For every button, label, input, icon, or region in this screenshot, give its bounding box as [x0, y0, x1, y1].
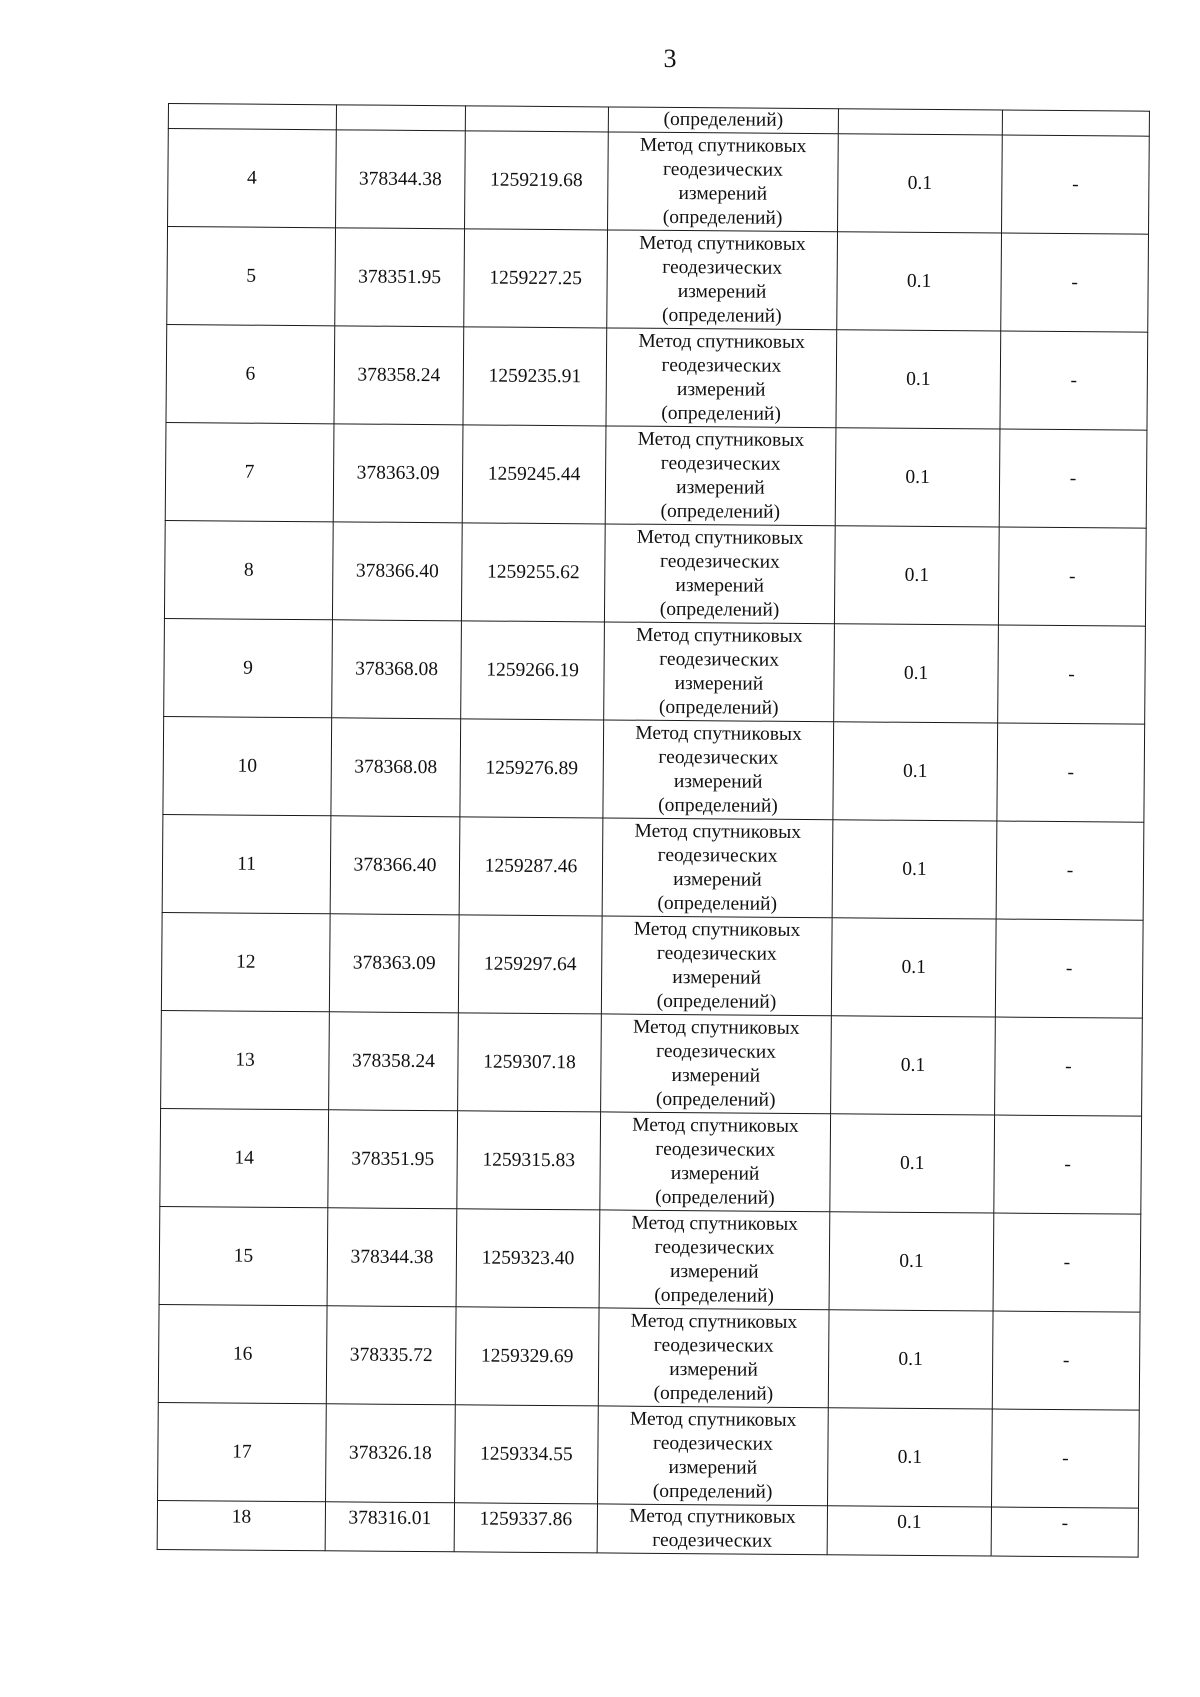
cell-y [455, 1405, 599, 1504]
cell-y-text: 1259245.44 [487, 463, 581, 485]
cell-accuracy [838, 134, 1003, 233]
table-row [162, 814, 1144, 920]
cell-num [164, 520, 333, 619]
cell-num [158, 1402, 327, 1501]
cell-note [994, 1115, 1142, 1214]
cell-x [332, 522, 462, 621]
cell-accuracy [837, 232, 1002, 331]
cell-method [598, 1308, 829, 1408]
cell-num [161, 912, 330, 1011]
cell-method-text: Метод спутниковых геодезических измерений (определений) [635, 722, 802, 817]
cell-num [168, 129, 337, 228]
table-row [167, 227, 1149, 333]
cell-num-text: 8 [243, 559, 254, 581]
cell-num [160, 1108, 329, 1207]
cell-note [1000, 331, 1148, 430]
table-row [158, 1402, 1140, 1508]
cell-method [604, 524, 835, 624]
cell-y [461, 621, 605, 720]
cell-note [995, 1017, 1143, 1116]
cell-method-text: Метод спутниковых геодезических измерений (определений) [632, 1016, 800, 1111]
cell-method [599, 1210, 830, 1310]
cell-method-text: Метод спутниковых геодезических измерений (определений) [630, 1310, 798, 1405]
cell-num [168, 104, 336, 130]
cell-accuracy [830, 1114, 995, 1213]
cell-y [464, 229, 608, 328]
table-row [159, 1206, 1141, 1312]
cell-num-text: 7 [244, 461, 255, 483]
cell-x-text: 378368.08 [354, 755, 438, 778]
cell-y-text: 1259329.69 [480, 1344, 574, 1367]
cell-num-text: 4 [246, 167, 257, 189]
cell-note [999, 429, 1147, 528]
cell-y [456, 1209, 600, 1308]
cell-y [461, 523, 605, 622]
cell-y-text: 1259315.83 [482, 1149, 576, 1171]
cell-note-text: - [1062, 1349, 1070, 1371]
cell-method [605, 426, 836, 526]
cell-y-text: 1259334.55 [480, 1442, 573, 1465]
cell-y-text: 1259307.18 [483, 1051, 576, 1073]
cell-note [992, 1311, 1140, 1410]
cell-x-text: 378316.01 [348, 1507, 432, 1530]
cell-accuracy [835, 428, 1000, 527]
cell-method [601, 916, 832, 1016]
cell-x-text: 378368.08 [355, 657, 439, 680]
cell-note-text: - [1069, 467, 1077, 489]
cell-accuracy [832, 820, 997, 919]
cell-num [165, 422, 334, 521]
cell-accuracy [827, 1506, 991, 1556]
cell-num [161, 1010, 330, 1109]
table-body [157, 104, 1149, 1558]
cell-x [325, 1502, 454, 1552]
cell-y-text: 1259297.64 [483, 953, 577, 975]
cell-accuracy-text: 0.1 [903, 662, 929, 684]
cell-num [164, 618, 333, 717]
cell-num-text: 14 [234, 1147, 255, 1169]
cell-x [326, 1404, 456, 1503]
cell-x-text: 378358.24 [351, 1049, 436, 1072]
cell-method-text: Метод спутниковых геодезических измерений (определений) [639, 134, 807, 229]
cell-x [330, 816, 460, 915]
cell-accuracy-text: 0.1 [904, 564, 930, 586]
table-row [161, 912, 1143, 1018]
cell-method [602, 818, 833, 918]
cell-note-text: - [1061, 1513, 1069, 1535]
cell-num [166, 324, 335, 423]
cell-y [460, 719, 604, 818]
cell-note-text: - [1068, 663, 1075, 685]
cell-y [455, 1307, 599, 1406]
cell-num-text: 17 [232, 1441, 252, 1463]
cell-y-text: 1259337.86 [479, 1508, 573, 1531]
cell-x-text: 378351.95 [351, 1147, 435, 1170]
cell-accuracy [831, 1016, 996, 1115]
cell-method-text: Метод спутниковых геодезических измерений (определений) [631, 1212, 799, 1307]
cell-y [457, 1111, 601, 1210]
cell-method [600, 1112, 831, 1212]
cell-accuracy-text: 0.1 [897, 1446, 923, 1468]
cell-note-text: - [1065, 1055, 1072, 1077]
cell-accuracy [838, 109, 1002, 135]
cell-accuracy [829, 1212, 994, 1311]
table-row [160, 1108, 1142, 1214]
cell-num-text: 5 [246, 265, 257, 287]
cell-method-text: Метод спутниковых геодезических [629, 1505, 796, 1552]
cell-note [991, 1507, 1138, 1557]
cell-y-text: 1259227.25 [489, 267, 583, 289]
cell-accuracy-text: 0.1 [898, 1348, 923, 1370]
table-row [168, 129, 1150, 235]
cell-note-text: - [1066, 859, 1074, 881]
table-row [164, 520, 1146, 626]
cell-x [331, 718, 461, 817]
cell-y [458, 1013, 602, 1112]
cell-note [993, 1213, 1141, 1312]
cell-accuracy-text: 0.1 [899, 1152, 925, 1174]
cell-num-text: 12 [235, 951, 256, 973]
cell-method [601, 1014, 832, 1114]
cell-method [606, 328, 837, 428]
cell-accuracy [828, 1408, 993, 1507]
cell-note [1001, 233, 1149, 332]
cell-y-text: 1259219.68 [490, 169, 583, 191]
cell-accuracy [831, 918, 996, 1017]
cell-x-text: 378363.09 [352, 951, 436, 974]
cell-accuracy [828, 1310, 993, 1409]
cell-accuracy [834, 624, 999, 723]
cell-note [998, 625, 1146, 724]
cell-x-text: 378344.38 [358, 168, 442, 190]
cell-method [597, 1504, 827, 1555]
table-row [164, 618, 1146, 724]
cell-method-text: Метод спутниковых геодезических измерений (определений) [635, 624, 803, 719]
cell-accuracy [833, 722, 998, 821]
cell-y [458, 915, 602, 1014]
cell-note [1002, 135, 1150, 234]
cell-note-text: - [1070, 369, 1078, 391]
cell-num [157, 1500, 325, 1550]
cell-y-text: 1259276.89 [485, 757, 579, 779]
cell-x-text: 378366.40 [353, 853, 437, 876]
cell-x [336, 130, 466, 229]
table-row [165, 422, 1147, 528]
cell-x [334, 326, 464, 425]
cell-method-text: Метод спутниковых геодезических измерений (определений) [636, 526, 804, 621]
cell-method [598, 1406, 829, 1506]
cell-accuracy-text: 0.1 [902, 858, 927, 880]
cell-x-text: 378335.72 [349, 1343, 433, 1366]
cell-num-text: 15 [233, 1245, 254, 1267]
cell-y-text: 1259235.91 [488, 365, 582, 387]
cell-y-text: 1259323.40 [481, 1246, 575, 1269]
cell-num-text: 9 [243, 657, 254, 679]
cell-method [604, 622, 835, 722]
cell-method [607, 230, 838, 330]
cell-accuracy-text: 0.1 [897, 1511, 922, 1533]
cell-y [459, 817, 603, 916]
cell-x [329, 914, 459, 1013]
cell-note [995, 919, 1143, 1018]
cell-num-text: 10 [237, 755, 258, 777]
cell-y-text: 1259287.46 [484, 855, 578, 877]
table-row [157, 1500, 1138, 1557]
cell-x-text: 378326.18 [348, 1441, 432, 1464]
cell-note-text: - [1062, 1447, 1069, 1469]
cell-x [333, 424, 463, 523]
cell-x-text: 378358.24 [357, 363, 441, 386]
cell-num [158, 1304, 327, 1403]
cell-x [328, 1110, 458, 1209]
cell-accuracy-text: 0.1 [900, 1054, 926, 1076]
cell-method [608, 107, 838, 134]
cell-method-text: Метод спутниковых геодезических измерений (определений) [639, 232, 806, 327]
cell-note [996, 821, 1144, 920]
cell-accuracy [836, 330, 1001, 429]
cell-x-text: 378363.09 [356, 461, 440, 484]
cell-method [608, 132, 839, 232]
cell-num-text: 18 [231, 1506, 252, 1528]
cell-note [997, 723, 1145, 822]
cell-accuracy [834, 526, 999, 625]
cell-method-text: Метод спутниковых геодезических измерений (определений) [629, 1408, 797, 1503]
cell-x-text: 378344.38 [350, 1245, 434, 1268]
cell-x [326, 1306, 456, 1405]
table-row [158, 1304, 1140, 1410]
cell-y-text: 1259266.19 [486, 659, 579, 681]
cell-num [162, 814, 331, 913]
cell-x [335, 228, 465, 327]
cell-x [336, 105, 465, 131]
cell-note-text: - [1063, 1251, 1071, 1273]
cell-method-text: Метод спутниковых геодезических измерений (определений) [634, 820, 802, 915]
cell-x-text: 378366.40 [355, 559, 439, 582]
cell-method-text: Метод спутниковых геодезических измерений (определений) [633, 918, 801, 1013]
cell-note [1002, 110, 1149, 136]
cell-y [465, 131, 609, 230]
table-row [161, 1010, 1143, 1116]
cell-note-text: - [1067, 761, 1075, 783]
cell-num [167, 227, 336, 326]
cell-method-text: Метод спутниковых геодезических измерений (определений) [637, 428, 805, 523]
table-row [163, 716, 1145, 822]
cell-note-text: - [1064, 1153, 1072, 1175]
cell-accuracy-text: 0.1 [899, 1250, 924, 1272]
cell-num-text: 6 [245, 363, 256, 385]
cell-note-text: - [1068, 565, 1076, 587]
cell-x [327, 1208, 457, 1307]
cell-y [454, 1503, 597, 1553]
cell-num-text: 16 [232, 1343, 253, 1365]
cell-x [332, 620, 462, 719]
method-text: (определений) [663, 108, 784, 131]
cell-note [998, 527, 1146, 626]
cell-y [462, 425, 606, 524]
page-number: 3 [663, 44, 677, 73]
cell-num-text: 13 [235, 1049, 255, 1071]
cell-method-text: Метод спутниковых геодезических измерений (определений) [638, 330, 805, 425]
cell-num-text: 11 [237, 853, 257, 875]
cell-note-text: - [1065, 957, 1073, 979]
cell-accuracy-text: 0.1 [903, 760, 928, 782]
cell-accuracy-text: 0.1 [906, 270, 932, 292]
cell-y [463, 327, 607, 426]
cell-accuracy-text: 0.1 [907, 172, 933, 194]
coordinates-table [157, 103, 1150, 1558]
cell-y-text: 1259255.62 [486, 561, 580, 583]
cell-method-text: Метод спутниковых геодезических измерений (определений) [632, 1114, 799, 1209]
cell-note-text: - [1072, 173, 1079, 195]
table-row [166, 324, 1148, 430]
cell-accuracy-text: 0.1 [901, 956, 927, 978]
cell-note-text: - [1071, 271, 1078, 293]
cell-x [329, 1012, 459, 1111]
cell-note [991, 1409, 1139, 1508]
cell-accuracy-text: 0.1 [906, 368, 931, 390]
cell-num [159, 1206, 328, 1305]
cell-accuracy-text: 0.1 [905, 466, 930, 488]
cell-method [603, 720, 834, 820]
cell-y [465, 106, 608, 132]
cell-x-text: 378351.95 [358, 265, 442, 288]
cell-num [163, 716, 332, 815]
